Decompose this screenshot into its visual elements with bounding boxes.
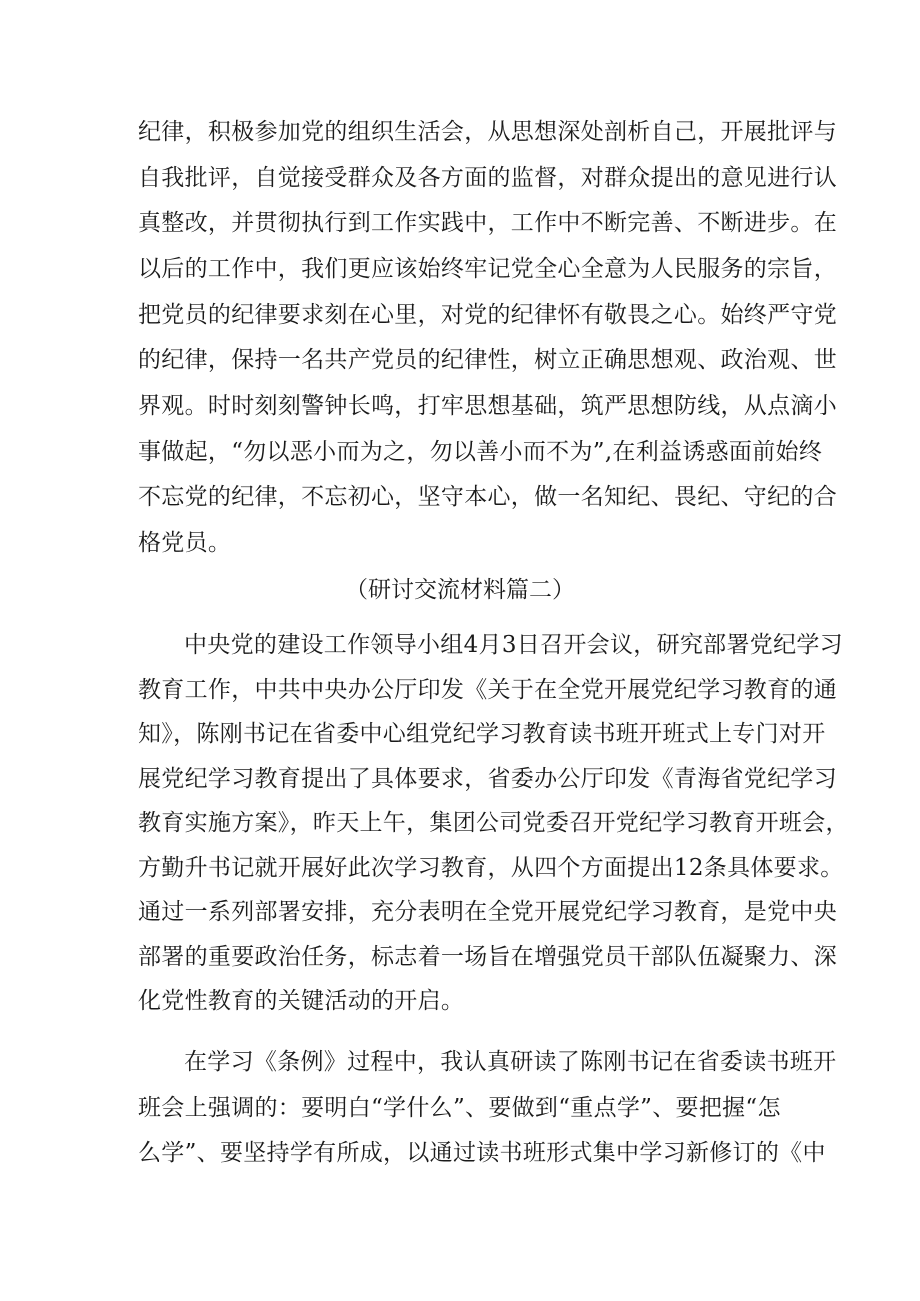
paragraph-1-line: 的纪律，保持一名共产党员的纪律性，树立正确思想观、政治观、世 [138,347,837,373]
paragraph-1-line: 自我批评，自觉接受群众及各方面的监督，对群众提出的意见进行认 [138,165,837,191]
paragraph-2-line: 展党纪学习教育提出了具体要求，省委办公厅印发《青海省党纪学习 [138,766,837,792]
paragraph-2-line: 中央党的建设工作领导小组4月3日召开会议，研究部署党纪学习 [184,632,843,658]
paragraph-3-line: 在学习《条例》过程中，我认真研读了陈刚书记在省委读书班开 [184,1049,837,1075]
section-heading: （研讨交流材料篇二） [345,577,575,603]
paragraph-1-line: 真整改，并贯彻执行到工作实践中，工作中不断完善、不断进步。在 [138,210,837,236]
paragraph-1-line: 以后的工作中，我们更应该始终牢记党全心全意为人民服务的宗旨， [138,256,837,282]
paragraph-3-line: 班会上强调的：要明白“学什么”、要做到“重点学”、要把握“怎 [138,1095,781,1121]
paragraph-1-line: 纪律，积极参加党的组织生活会，从思想深处剖析自己，开展批评与 [138,119,837,145]
paragraph-2-line: 通过一系列部署安排，充分表明在全党开展党纪学习教育，是党中央 [138,899,837,925]
paragraph-2-line: 部署的重要政治任务，标志着一场旨在增强党员干部队伍凝聚力、深 [138,944,837,970]
paragraph-1-line: 事做起，“勿以恶小而为之，勿以善小而不为”,在利益诱惑面前始终 [138,439,823,465]
paragraph-2-line: 知》，陈刚书记在省委中心组党纪学习教育读书班开班式上专门对开 [138,721,826,747]
paragraph-2-line: 化党性教育的关键活动的开启。 [138,988,465,1014]
paragraph-1-line: 界观。时时刻刻警钟长鸣，打牢思想基础，筑严思想防线，从点滴小 [138,393,837,419]
paragraph-1-line: 不忘党的纪律，不忘初心，坚守本心，做一名知纪、畏纪、守纪的合 [138,484,837,510]
paragraph-1-line: 把党员的纪律要求刻在心里，对党的纪律怀有敬畏之心。始终严守党 [138,302,837,328]
paragraph-2-line: 教育实施方案》，昨天上午，集团公司党委召开党纪学习教育开班会， [138,810,849,836]
paragraph-3-line: 么学”、要坚持学有所成，以通过读书班形式集中学习新修订的《中 [138,1140,826,1166]
paragraph-1-line: 格党员。 [138,530,232,556]
paragraph-2-line: 教育工作，中共中央办公厅印发《关于在全党开展党纪学习教育的通 [138,677,837,703]
paragraph-2-line: 方勤升书记就开展好此次学习教育，从四个方面提出12条具体要求。 [138,855,844,881]
